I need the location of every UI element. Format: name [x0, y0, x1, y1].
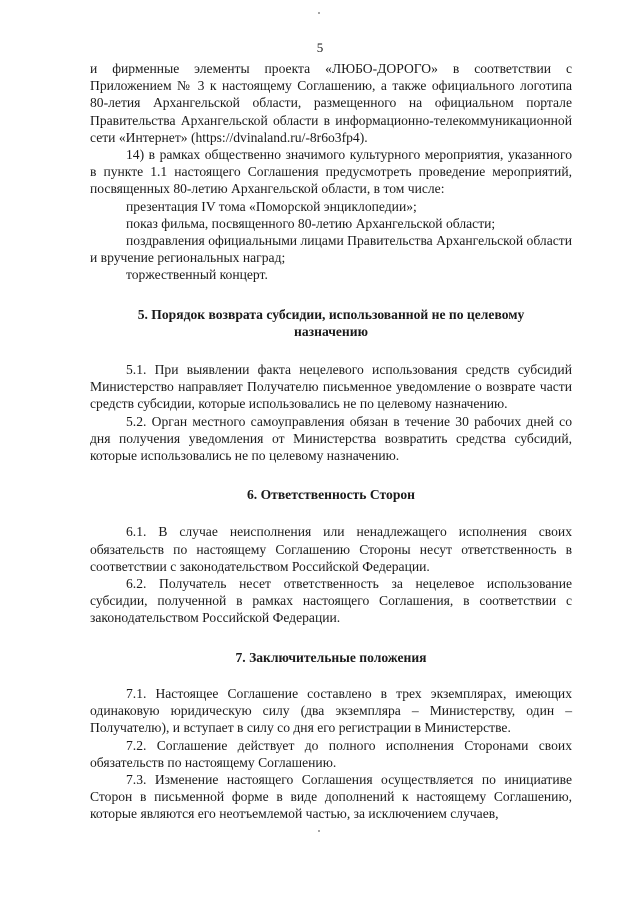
section-7-heading: 7. Заключительные положения — [235, 649, 427, 665]
clause-6-1: 6.1. В случае неисполнения или ненадлежащего исполнения своих обязательств по настоящему Соглашению Стороны несут ответственность в соответствии с законодательством Российской Федерации. — [90, 524, 572, 574]
clause-7-1: 7.1. Настоящее Соглашение составлено в трех экземплярах, имеющих одинаковую юридическую силу (два экземпляра – Министерству, один – Получателю), и вступает в силу со дня его регистрации в Министерстве. — [90, 685, 572, 736]
clause-7-2: 7.2. Соглашение действует до полного исполнения Сторонами своих обязательств по настоящему Соглашению. — [90, 737, 572, 770]
clause-5-1: 5.1. При выявлении факта нецелевого использования средств субсидий Министерство направляет Получателю письменное уведомление о возврате части средств субсидии, которые использовались не по целевому назначению. — [90, 362, 572, 412]
document-body — [90, 60, 572, 823]
section-5-heading: 5. Порядок возврата субсидии, использованной не по целевому назначению — [137, 306, 525, 339]
list-item: презентация IV тома «Поморской энциклопедии»; — [126, 198, 417, 214]
clause-5-2: 5.2. Орган местного самоуправления обязан в течение 30 рабочих дней со дня получения уведомления от Министерства возвратить средства субсидий, которые использовались не по целевому назначению. — [90, 413, 572, 464]
list-item: показ фильма, посвященного 80-летию Архангельской области; — [126, 215, 496, 231]
clause-7-3: 7.3. Изменение настоящего Соглашения осуществляется по инициативе Сторон в письменной форме в виде дополнений к настоящему Соглашению, которые являются его неотъемлемой частью, за исключением случаев, — [90, 771, 572, 822]
scan-speck — [318, 830, 320, 832]
scan-speck — [318, 12, 320, 14]
page-number: 5 — [316, 40, 324, 55]
intro-paragraph-14: 14) в рамках общественно значимого культурного мероприятия, указанного в пункте 1.1 настоящего Соглашения предусмотреть проведение мероприятий, посвященных 80-летию Архангельской области, в том числе: — [90, 147, 572, 197]
clause-6-2: 6.2. Получатель несет ответственность за нецелевое использование субсидии, полученной в рамках настоящего Соглашения, в соответствии с законодательством Российской Федерации. — [90, 576, 572, 626]
list-item: поздравления официальными лицами Правительства Архангельской области и вручение региональных наград; — [90, 233, 572, 266]
intro-paragraph-continuation: и фирменные элементы проекта «ЛЮБО-ДОРОГО» в соответствии с Приложением № 3 к настоящему Соглашению, а также официального логотипа 80-летия Архангельской области, размещенного на официальном портале Правительства Архангельской области в информационно-телекоммуникационной сети «Интернет» (https://dvinaland.ru/-8r6o3fp4). — [90, 61, 572, 145]
list-item: торжественный концерт. — [126, 267, 268, 283]
section-6-heading: 6. Ответственность Сторон — [246, 487, 416, 503]
